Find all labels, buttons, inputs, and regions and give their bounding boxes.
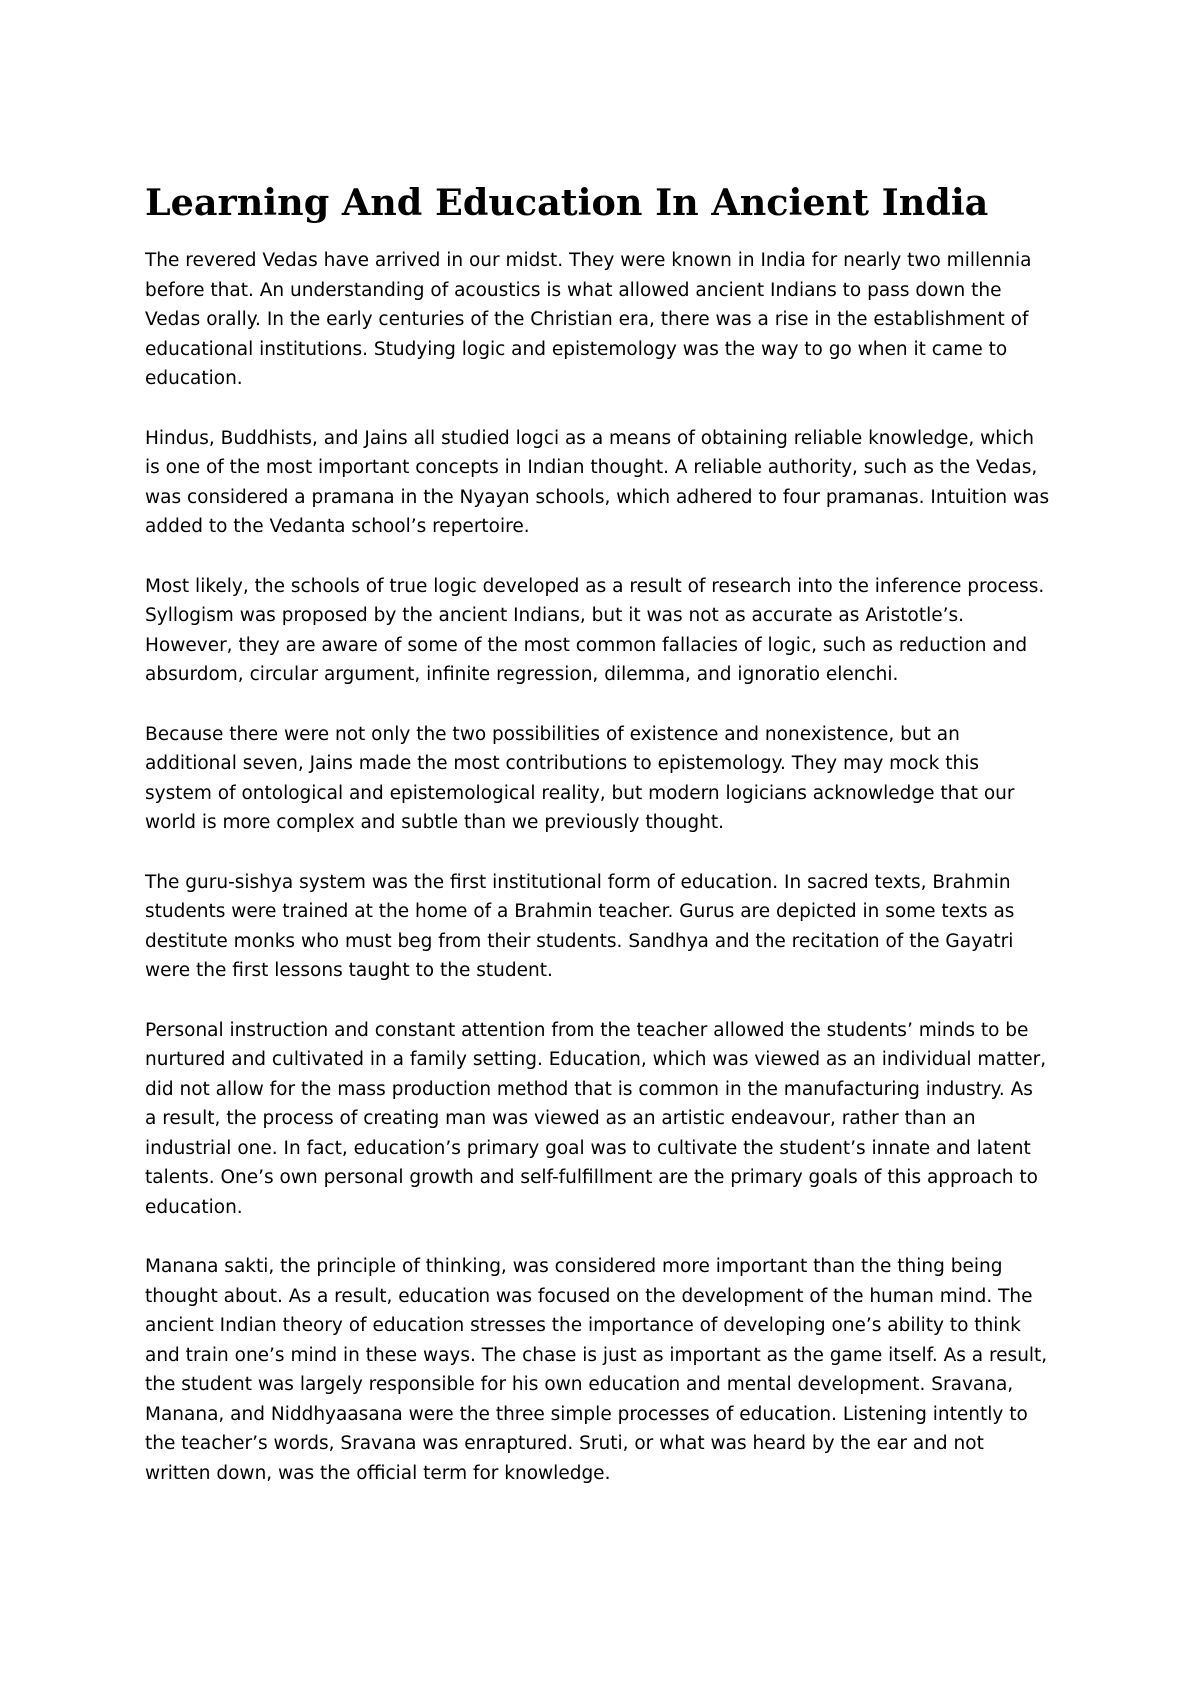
paragraph-5: The guru-sishya system was the first institutional form of education. In sacred texts, Brahmin students were trained at the home of a Brahmin teacher. Gurus are depicted in some texts as destitute monks who must beg from their students. Sandhya and the recitation of the Gayatri were the first lessons taught to the student. — [145, 871, 1015, 981]
paragraph-7: Manana sakti, the principle of thinking, was considered more important than the thing being thought about. As a result, education was focused on the development of the human mind. The ancient Indian theory of education stresses the importance of developing one’s ability to think and train one’s mind in these ways. The chase is just as important as the game itself. As a result, the student was largely responsible for his own education and mental development. Sravana, Manana, and Niddhyaasana were the three simple processes of education. Listening intently to the teacher’s words, Sravana was enraptured. Sruti, or what was heard by the ear and not written down, was the official term for knowledge. — [145, 1256, 1048, 1484]
paragraph-2: Hindus, Buddhists, and Jains all studied logci as a means of obtaining reliable knowledge, which is one of the most important concepts in Indian thought. A reliable authority, such as the Vedas, was considered a pramana in the Nyayan schools, which adhered to four pramanas. Intuition was added to the Vedanta school’s repertoire. — [145, 427, 1050, 537]
paragraph-4: Because there were not only the two possibilities of existence and nonexistence, but an additional seven, Jains made the most contributions to epistemology. They may mock this system of ontological and epistemological reality, but modern logicians acknowledge that our world is more complex and subtle than we previously thought. — [145, 723, 1015, 833]
paragraph-3: Most likely, the schools of true logic developed as a result of research into the inference process. Syllogism was proposed by the ancient Indians, but it was not as accurate as Aristotle’s. However, they are aware of some of the most common fallacies of logic, such as reduction and absurdom, circular argument, infinite regression, dilemma, and ignoratio elenchi. — [145, 575, 1045, 685]
paragraph-1: The revered Vedas have arrived in our midst. They were known in India for nearly two millennia before that. An understanding of acoustics is what allowed ancient Indians to pass down the Vedas orally. In the early centuries of the Christian era, there was a rise in the establishment of educational institutions. Studying logic and epistemology was the way to go when it came to education. — [145, 250, 1032, 389]
document-body — [145, 178, 1050, 1518]
paragraph-6: Personal instruction and constant attention from the teacher allowed the students’ minds to be nurtured and cultivated in a family setting. Education, which was viewed as an individual matter, did not allow for the mass production method that is common in the manufacturing industry. As a result, the process of creating man was viewed as an artistic endeavour, rather than an industrial one. In fact, education’s primary goal was to cultivate the student’s innate and latent talents. One’s own personal growth and self-fulfillment are the primary goals of this approach to education. — [145, 1019, 1047, 1218]
document-title: Learning And Education In Ancient India — [145, 181, 989, 224]
